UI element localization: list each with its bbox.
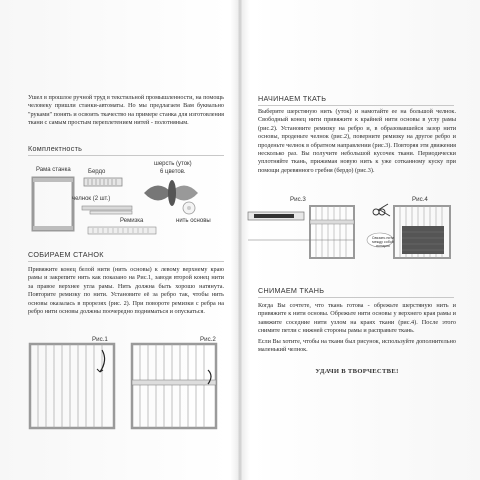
kit-heading: Комплектность [28, 144, 83, 153]
fig1-caption: Рис.1 [92, 336, 108, 343]
label-shuttle: челнок (2 шт.) [72, 196, 111, 202]
label-warp: нить основы [176, 218, 211, 224]
remove-divider [258, 297, 454, 298]
remove-heading: СНИМАЕМ ТКАНЬ [258, 286, 325, 295]
label-heddle: Бердо [88, 169, 106, 175]
extra-paragraph: Если Вы хотите, чтобы на ткани был рисунок, используйте дополнительно маленький челнок. [258, 338, 456, 354]
weave-divider [258, 105, 454, 106]
fig2-illustration [130, 340, 220, 432]
left-page [0, 0, 238, 480]
fig3-caption: Рис.3 [290, 196, 306, 203]
assembly-paragraph: Привяжите конец белой нити (нить основы) к левому верхнему краю рамы и закрепите нить как показано на Рис.1, заводя второй конец нити за правое верхнее угла рамы. Нить должна быть хорошо натянута. Повторите ремизку по нити. Установите её за ребро так, чтобы нить основы оказалась в прорезях (рис. 2). При повороте ремизки с ребра на ребро нити основы должны поочередно подниматься и опускаться. [28, 266, 224, 316]
intro-paragraph: Ушел в прошлое ручной труд в текстильной промышленности, на помощь человеку пришли станки-автоматы. Но мы предлагаем Вам буквально "руками" понять и освоить ткачество на примере станка для изготовления ткани с самым простым переплетением нитей - полотняным. [28, 94, 224, 127]
loom-frame-illustration [30, 175, 76, 233]
right-page [242, 0, 480, 480]
fig3-illustration [248, 200, 358, 262]
heddle-illustration [84, 178, 124, 188]
remove-paragraph: Когда Вы сочтете, что ткань готова - обрежьте шерстяную нить и привяжите к нити основы. Обрежьте нити основы у верхнего края рамы и завяжите соседние нити узлом на краях ткани (рис.4). После этого снимите петли с нижней стороны рамы и расправьте ткань. [258, 302, 456, 335]
label-frame: Рама станка [36, 167, 71, 173]
weave-heading: НАЧИНАЕМ ТКАТЬ [258, 94, 327, 103]
closing-line: УДАЧИ В ТВОРЧЕСТВЕ! [315, 368, 399, 375]
label-yarn: шерсть (уток) [154, 161, 192, 167]
weave-paragraph: Выберите шерстяную нить (уток) и намотайте ее на большой челнок. Свободный конец нити привяжите к крайней нити основы в углу рамы (рис.2). Установите ремизку на ребро и, в образовавшейся зазор нити основы, проденьте челнок (рис.2), поверните ремизку на другое ребро и проденьте челнок в обратном направлении (рис.3). Повторяя эти движения несколько раз. Вы получите небольшой кусочек ткани. Периодически уплотняйте ткань, прижимая новую нить к уже сотканному куску при помощи деревянного гребня (бердо) (рис.3). [258, 108, 456, 174]
warp-thread-icon [182, 200, 196, 216]
kit-divider [28, 155, 224, 156]
heddle-bar-illustration [88, 226, 158, 236]
assembly-divider [28, 261, 224, 262]
fig2-caption: Рис.2 [200, 336, 216, 343]
fig1-illustration [28, 340, 116, 432]
fig4-note: Связать нити между собой попарно [371, 236, 395, 249]
label-yarn-count: 6 цветов. [160, 169, 186, 175]
fig4-illustration [368, 200, 454, 262]
assembly-heading: СОБИРАЕМ СТАНОК [28, 250, 104, 259]
fig4-caption: Рис.4 [412, 196, 428, 203]
label-heddle-bar: Ремизка [120, 218, 144, 224]
